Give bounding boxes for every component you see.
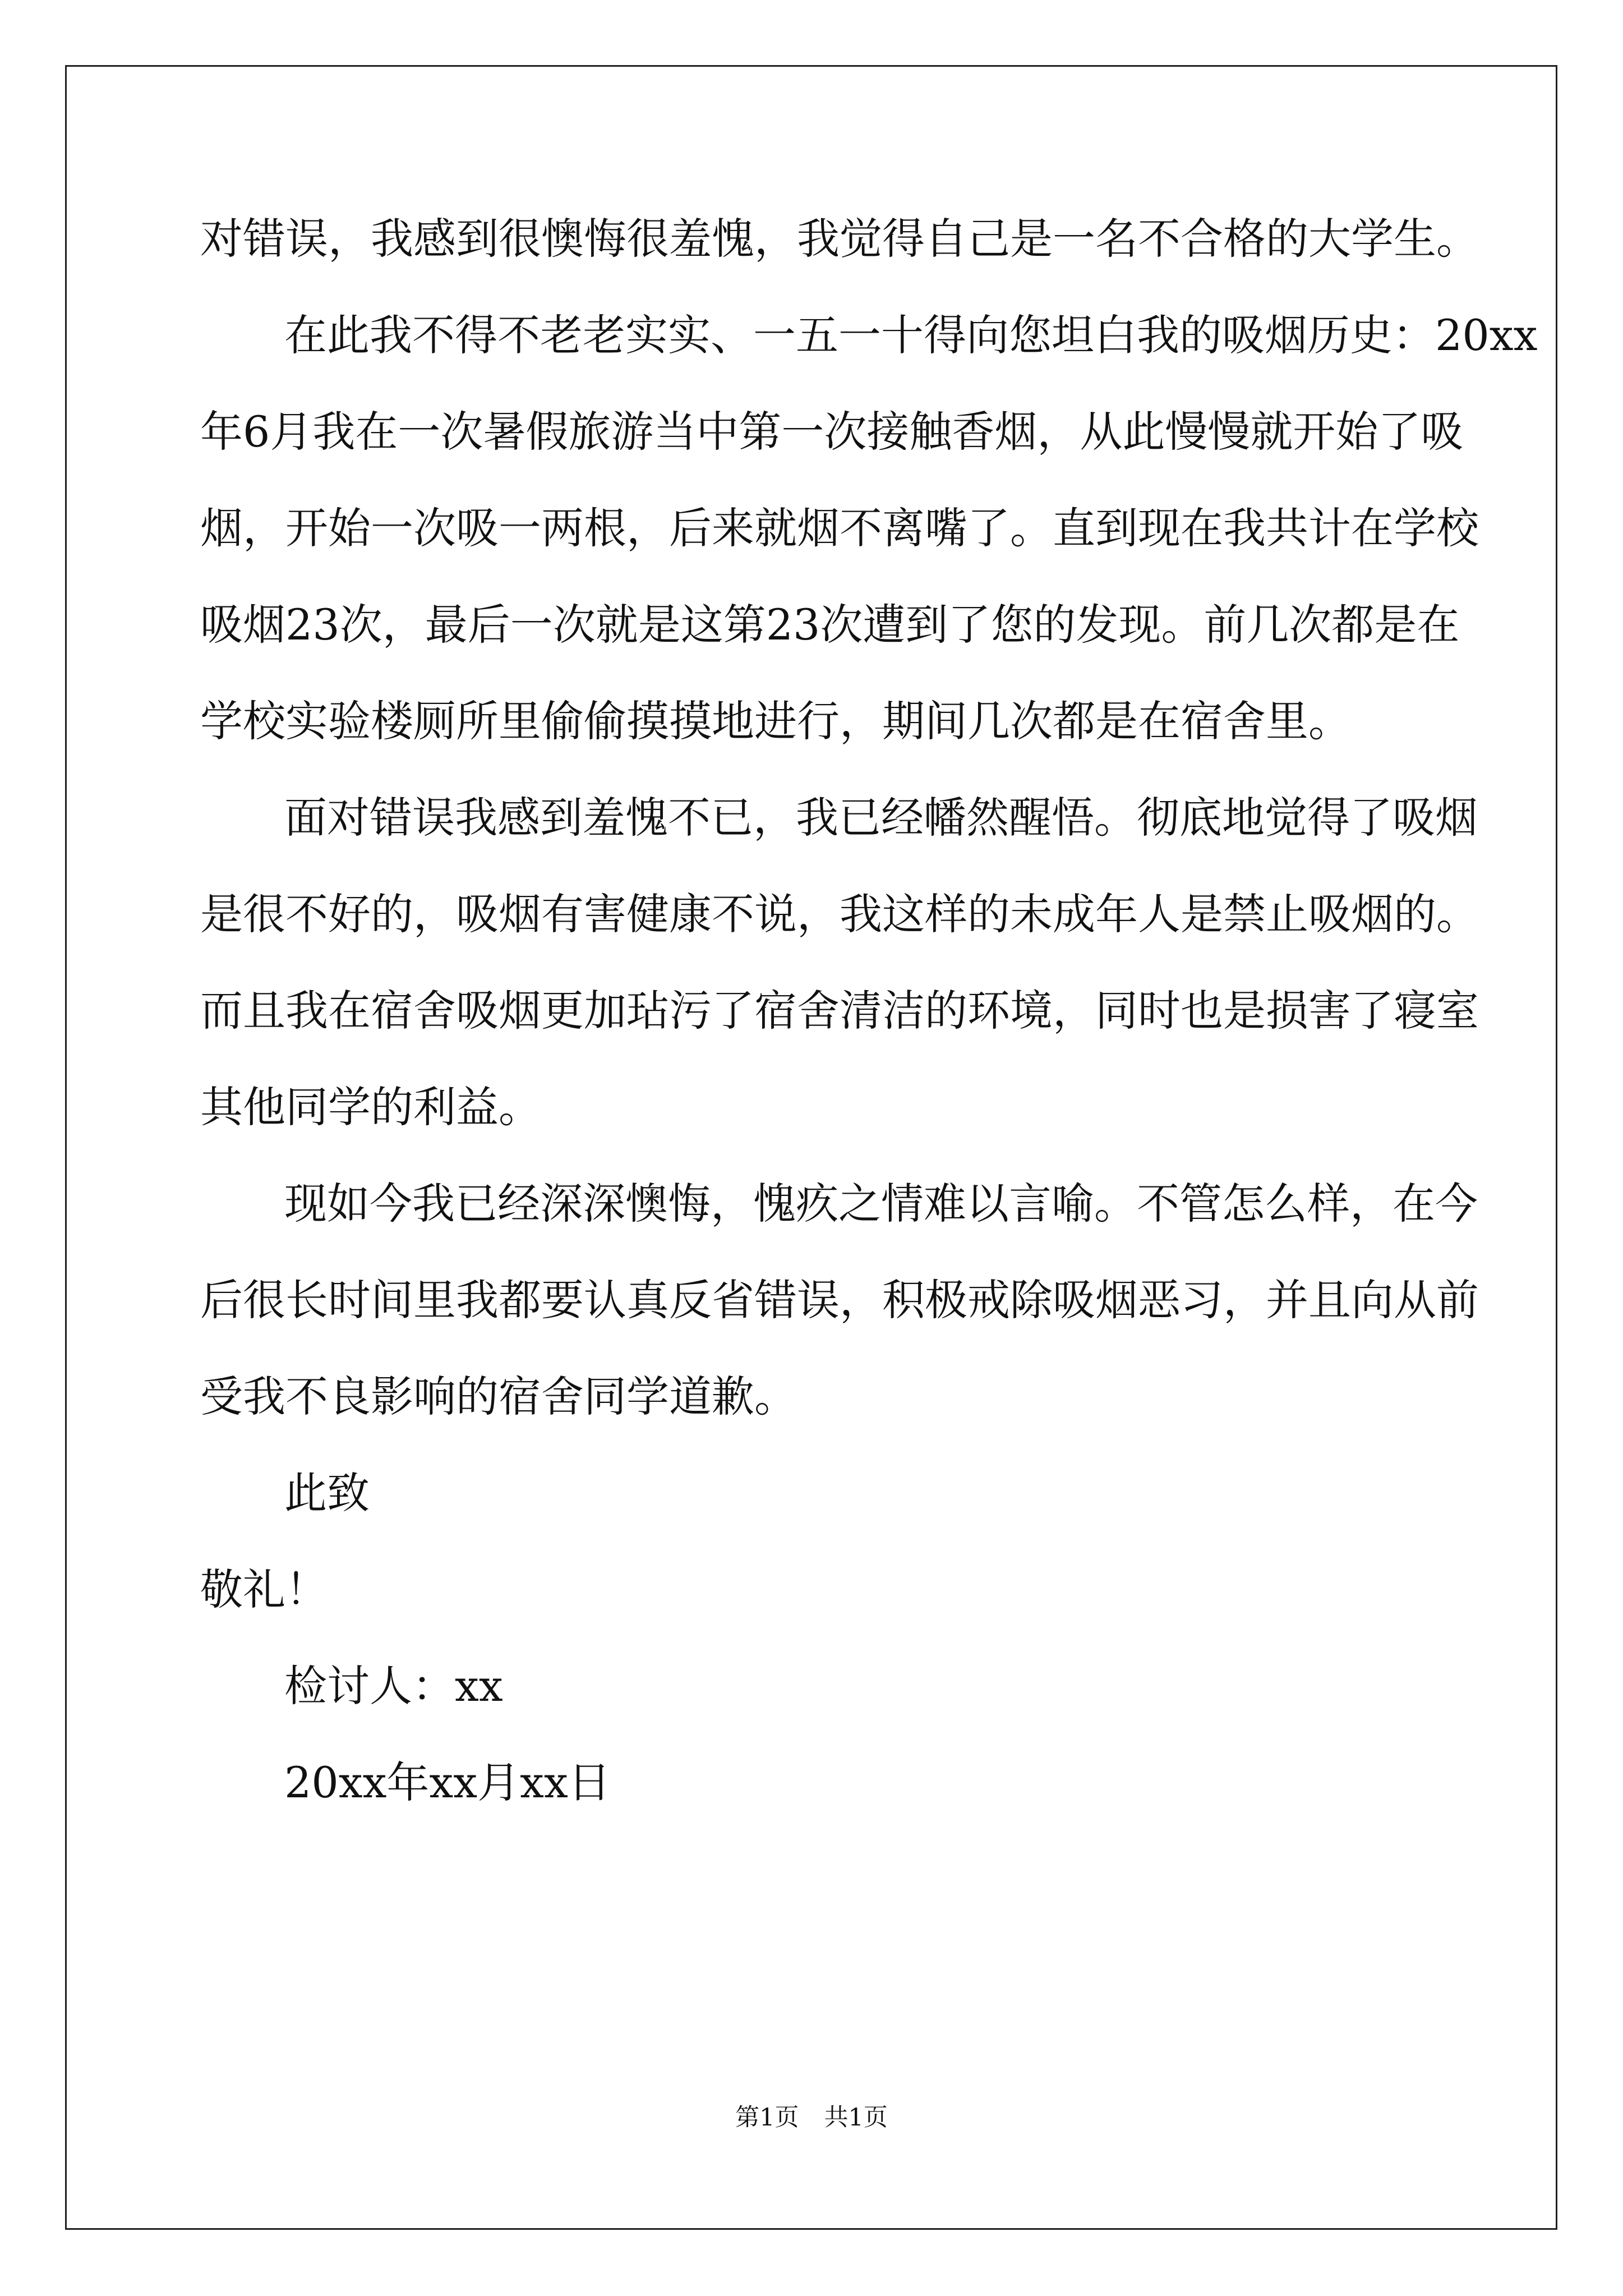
date-line: 20xx年xx月xx日 — [284, 1757, 611, 1807]
paragraph-line: 吸烟23次，最后一次就是这第23次遭到了您的发现。前几次都是在 — [200, 600, 1460, 650]
paragraph-line: 是很不好的，吸烟有害健康不说，我这样的未成年人是禁止吸烟的。 — [200, 889, 1479, 939]
paragraph-line: 后很长时间里我都要认真反省错误，积极戒除吸烟恶习，并且向从前 — [200, 1275, 1479, 1325]
closing-salutation: 此致 — [284, 1468, 370, 1518]
paragraph-line: 对错误，我感到很懊悔很羞愧，我觉得自己是一名不合格的大学生。 — [200, 214, 1479, 264]
closing-regards: 敬礼！ — [200, 1565, 328, 1614]
paragraph-line: 面对错误我感到羞愧不已，我已经幡然醒悟。彻底地觉得了吸烟 — [284, 793, 1478, 843]
paragraph-line: 而且我在宿舍吸烟更加玷污了宿舍清洁的环境，同时也是损害了寝室 — [200, 986, 1479, 1036]
paragraph-line: 现如今我已经深深懊悔，愧疚之情难以言喻。不管怎么样，在今 — [284, 1179, 1478, 1228]
paragraph-line: 其他同学的利益。 — [200, 1082, 541, 1132]
paragraph-line: 烟，开始一次吸一两根，后来就烟不离嘴了。直到现在我共计在学校 — [200, 503, 1479, 553]
paragraph-line: 在此我不得不老老实实、一五一十得向您坦白我的吸烟历史：20xx — [284, 310, 1538, 360]
paragraph-line: 年6月我在一次暑假旅游当中第一次接触香烟，从此慢慢就开始了吸 — [200, 407, 1464, 457]
signature-line: 检讨人：xx — [284, 1661, 503, 1711]
page-border — [65, 65, 1557, 2230]
paragraph-line: 受我不良影响的宿舍同学道歉。 — [200, 1372, 797, 1421]
page-footer — [0, 2106, 1623, 2130]
paragraph-line: 学校实验楼厕所里偷偷摸摸地进行，期间几次都是在宿舍里。 — [200, 696, 1351, 746]
page-total: 共1页 — [824, 2104, 888, 2132]
page-number: 第1页 — [735, 2104, 799, 2132]
